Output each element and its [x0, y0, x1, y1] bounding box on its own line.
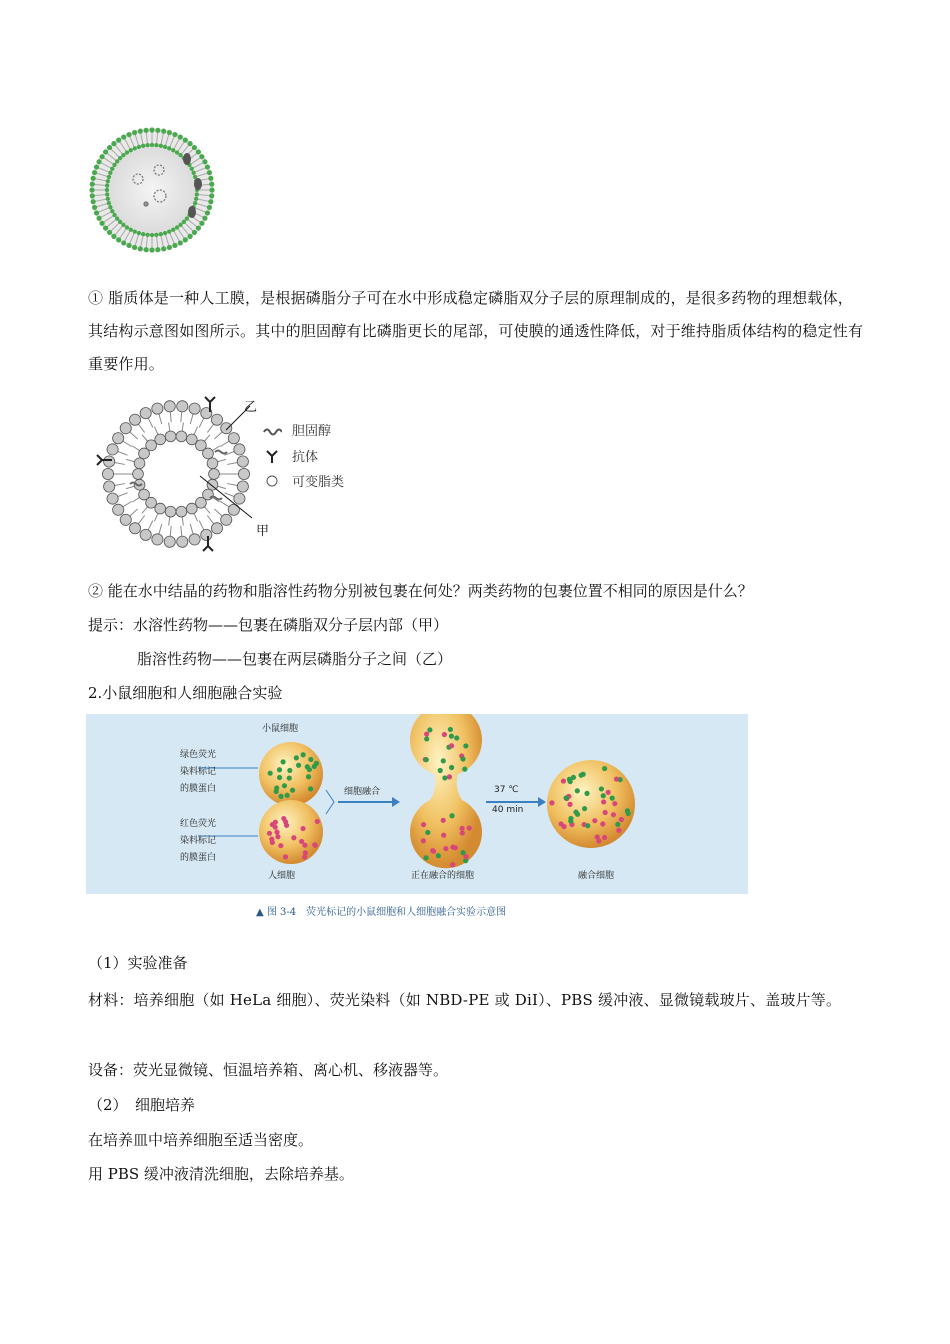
human-cell-label: 人细胞 [268, 871, 296, 881]
fused-cell-label: 融合细胞 [578, 871, 615, 881]
culture-step-1: 在培养皿中培养细胞至适当密度。 [88, 1131, 314, 1149]
liposome-figure-2 [90, 394, 266, 552]
step2-title: （2） 细胞培养 [88, 1096, 196, 1114]
fused-cell [547, 760, 635, 848]
mouse-cell-label: 小鼠细胞 [262, 724, 299, 734]
label-yi: 乙 [244, 400, 258, 415]
fusing-cell [410, 714, 482, 868]
green-label-line: 染料标记 [180, 767, 217, 777]
cell-fusion-diagram [86, 714, 748, 894]
question-text: ② 能在水中结晶的药物和脂溶性药物分别被包裹在何处？两类药物的包裹位置不相同的原因是什么？ [88, 582, 753, 600]
culture-step-2: 用 PBS 缓冲液清洗细胞，去除培养基。 [88, 1165, 354, 1183]
hint-text-2: 脂溶性药物——包裹在两层磷脂分子之间（乙） [137, 650, 453, 668]
red-label-line: 红色荧光 [180, 819, 217, 829]
legend-label: 抗体 [292, 450, 319, 465]
legend-item-cholesterol [262, 420, 331, 439]
legend-label: 胆固醇 [292, 424, 332, 439]
legend-item-antibody [262, 446, 318, 465]
red-label-line: 的膜蛋白 [180, 853, 217, 863]
section-heading: 2.小鼠细胞和人细胞融合实验 [88, 684, 283, 702]
green-label-line: 的膜蛋白 [180, 784, 217, 794]
liposome-figure-1 [86, 124, 218, 256]
equipment-text: 设备：荧光显微镜、恒温培养箱、离心机、移液器等。 [88, 1061, 449, 1079]
legend-label: 可变脂类 [292, 475, 345, 490]
fusing-cell-label: 正在融合的细胞 [411, 871, 475, 881]
materials-text: 材料：培养细胞（如 HeLa 细胞）、荧光染料（如 NBD-PE 或 DiI）、PBS 缓冲液、显微镜载玻片、盖玻片等。 [88, 991, 842, 1009]
variable-lipid-icon [262, 474, 282, 488]
red-label-line: 染料标记 [180, 836, 217, 846]
fusion-arrow-label: 细胞融合 [344, 787, 381, 797]
green-label-line: 绿色荧光 [180, 750, 217, 760]
paragraph-liposome: ① 脂质体是一种人工膜，是根据磷脂分子可在水中形成稳定磷脂双分子层的原理制成的，是很多药物的理想载体，其结构示意图如图所示。其中的胆固醇有比磷脂更长的尾部，可使膜的通透性降低，对于维持脂质体结构的稳定性有重要作用。 [88, 289, 864, 373]
antibody-icon [262, 449, 282, 463]
step1-title: （1）实验准备 [88, 954, 188, 972]
label-jia: 甲 [256, 524, 270, 539]
legend-item-variable-lipid [262, 471, 344, 490]
time-label: 40 min [492, 805, 524, 815]
figure-caption: ▲ 图 3-4 荧光标记的小鼠细胞和人细胞融合实验示意图 [256, 907, 507, 918]
temperature-label: 37 ℃ [494, 785, 519, 795]
hint-text-1: 提示：水溶性药物——包裹在磷脂双分子层内部（甲） [88, 616, 449, 634]
cholesterol-icon [262, 424, 282, 436]
